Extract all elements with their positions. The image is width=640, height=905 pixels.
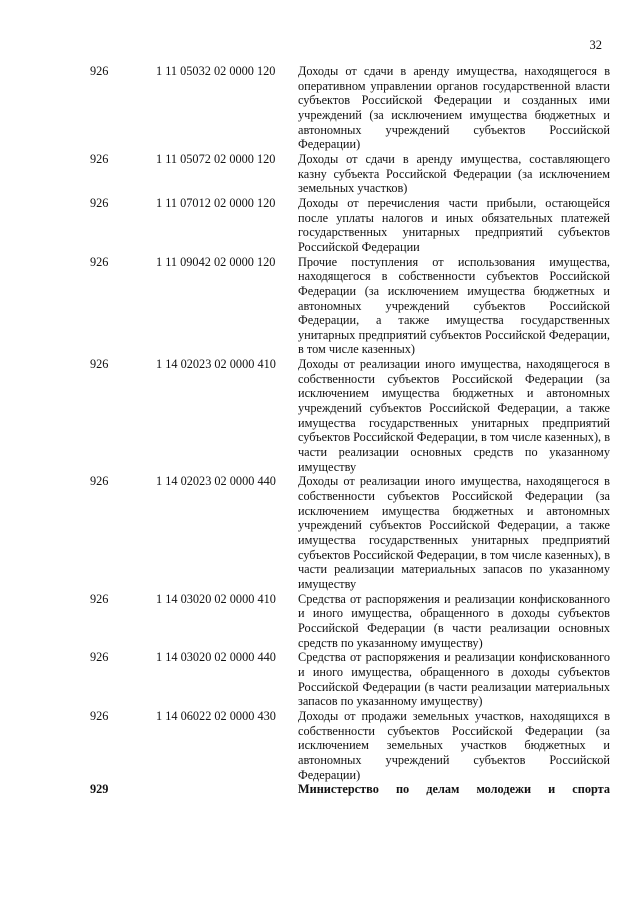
- classification-code: 1 14 06022 02 0000 430: [156, 708, 276, 723]
- classification-code: 1 14 03020 02 0000 440: [156, 650, 276, 665]
- admin-code: 926: [90, 650, 109, 665]
- table-row: [0, 474, 640, 591]
- table-row: [0, 152, 640, 196]
- admin-code: 926: [90, 151, 109, 166]
- table-row: [0, 592, 640, 651]
- admin-code: 926: [90, 591, 109, 606]
- admin-code: 926: [90, 474, 109, 489]
- table-row: [0, 255, 640, 358]
- classification-code: 1 11 07012 02 0000 120: [156, 195, 276, 210]
- classification-code: 1 11 09042 02 0000 120: [156, 254, 276, 269]
- page-number: 32: [589, 38, 602, 52]
- table-row: [0, 709, 640, 782]
- ministry-heading-row: [0, 782, 640, 797]
- table-row: [0, 196, 640, 255]
- classification-code: 1 14 02023 02 0000 410: [156, 357, 276, 372]
- table-row: [0, 357, 640, 474]
- revenue-description: Доходы от продажи земельных участков, находящихся в собственности субъектов Российской Федерации (за исключением земельных участков бюджетных и автономных учреждений субъектов Российской Федерации): [298, 708, 610, 782]
- revenue-description: Доходы от реализации иного имущества, находящегося в собственности субъектов Российской Федерации (за исключением имущества бюджетных и автономных учреждений субъектов Российской Федерации, а также имущества государственных унитарных предприятий субъектов Российской Федерации, в том числе казенных), в части реализации основных средств по указанному имуществу: [298, 357, 610, 474]
- revenue-description: Доходы от сдачи в аренду имущества, находящегося в оперативном управлении органов государственной власти субъектов Российской Федерации и созданных ими учреждений (за исключением имущества бюджетных и автономных учреждений субъектов Российской Федерации): [298, 64, 610, 152]
- classification-code: 1 14 02023 02 0000 440: [156, 474, 276, 489]
- admin-code: 926: [90, 64, 109, 78]
- classification-code: 1 11 05032 02 0000 120: [156, 64, 276, 78]
- table-row: [0, 650, 640, 709]
- admin-code: 929: [90, 782, 109, 797]
- classification-code: 1 11 05072 02 0000 120: [156, 151, 276, 166]
- revenue-description: Доходы от перечисления части прибыли, остающейся после уплаты налогов и иных обязательных платежей государственных унитарных предприятий субъектов Российской Федерации: [298, 195, 610, 254]
- admin-code: 926: [90, 254, 109, 269]
- classification-code: 1 14 03020 02 0000 410: [156, 591, 276, 606]
- revenue-description: Средства от распоряжения и реализации конфискованного и иного имущества, обращенного в доходы субъектов Российской Федерации (в части реализации основных средств по указанному имуществу): [298, 591, 610, 650]
- revenue-description: Прочие поступления от использования имущества, находящегося в собственности субъектов Российской Федерации (за исключением имущества бюджетных и автономных учреждений субъектов Российской Федерации, а также имущества государственных унитарных предприятий субъектов Российской Федерации, в том числе казенных): [298, 254, 610, 357]
- revenue-description: Доходы от реализации иного имущества, находящегося в собственности субъектов Российской Федерации (за исключением имущества бюджетных и автономных учреждений субъектов Российской Федерации, а также имущества государственных унитарных предприятий субъектов Российской Федерации, в том числе казенных), в части реализации материальных запасов по указанному имуществу: [298, 474, 610, 591]
- revenue-classification-table: [0, 64, 640, 797]
- revenue-description: Средства от распоряжения и реализации конфискованного и иного имущества, обращенного в доходы субъектов Российской Федерации (в части реализации материальных запасов по указанному имуществу): [298, 650, 610, 709]
- admin-code: 926: [90, 708, 109, 723]
- ministry-name: Министерство по делам молодежи и спорта: [298, 782, 610, 797]
- admin-code: 926: [90, 357, 109, 372]
- revenue-description: Доходы от сдачи в аренду имущества, составляющего казну субъекта Российской Федерации (за исключением земельных участков): [298, 151, 610, 196]
- admin-code: 926: [90, 195, 109, 210]
- table-row: [0, 64, 640, 152]
